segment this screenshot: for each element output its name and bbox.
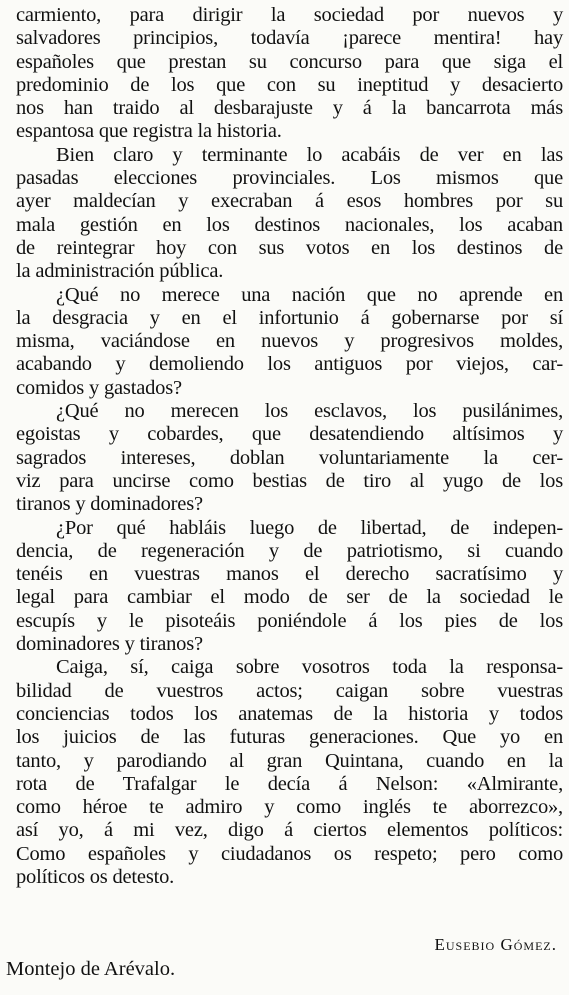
text-line: políticos os detesto. <box>16 865 175 888</box>
text-line: misma, vaciándose en nuevos y progresivos moldes, <box>16 330 563 353</box>
text-line: los juicios de las futuras generaciones. Que yo en <box>16 726 563 749</box>
text-line: rota de Trafalgar le decía á Nelson: «Almirante, <box>16 772 563 795</box>
text-line: acabando y demoliendo los antiguos por viejos, car- <box>16 353 563 376</box>
text-line: bilidad de vuestros actos; caigan sobre vuestras <box>16 679 563 702</box>
article-paragraph <box>16 4 563 144</box>
text-line: viz para uncirse como bestias de tiro al yugo de los <box>16 469 563 492</box>
text-line: egoistas y cobardes, que desatendiendo altísimos y <box>16 423 563 446</box>
article-paragraph <box>16 144 563 284</box>
text-line: la administración pública. <box>16 260 224 283</box>
text-line: dencia, de regeneración y de patriotismo, si cuando <box>16 539 563 562</box>
text-line: ¿Qué no merece una nación que no aprende en <box>56 283 563 306</box>
text-line: Bien claro y terminante lo acabáis de ver en las <box>56 143 563 166</box>
text-line: tanto, y parodiando al gran Quintana, cuando en la <box>16 749 563 772</box>
text-line: pasadas elecciones provinciales. Los mismos que <box>16 167 563 190</box>
text-line: escupís y le pisoteáis poniéndole á los pies de los <box>16 609 563 632</box>
text-line: legal para cambiar el modo de ser de la sociedad le <box>16 586 563 609</box>
text-line: tiranos y dominadores? <box>16 493 203 516</box>
article-paragraph <box>16 656 563 889</box>
text-line: así yo, á mi vez, digo á ciertos elementos políticos: <box>16 819 563 842</box>
article-column <box>16 4 563 889</box>
text-line: Caiga, sí, caiga sobre vosotros toda la responsa- <box>56 656 563 679</box>
text-line: nos han traido al desbarajuste y á la bancarrota más <box>16 97 563 120</box>
text-line: carmiento, para dirigir la sociedad por nuevos y <box>16 4 563 26</box>
text-line: como héroe te admiro y como inglés te aborrezco», <box>16 796 563 819</box>
place-of-origin: Montejo de Arévalo. <box>6 958 176 980</box>
article-paragraph <box>16 517 563 657</box>
text-line: ¿Por qué habláis luego de libertad, de indepen- <box>56 516 563 539</box>
text-line: españoles que prestan su concurso para que siga el <box>16 50 563 73</box>
text-line: de reintegrar hoy con sus votos en los destinos de <box>16 236 563 259</box>
author-signature: Eusebio Gómez. <box>434 935 557 954</box>
article-paragraph <box>16 284 563 400</box>
text-line: salvadores principios, todavía ¡parece mentira! hay <box>16 27 563 50</box>
text-line: dominadores y tiranos? <box>16 633 203 656</box>
text-line: sagrados intereses, doblan voluntariamente la cer- <box>16 446 563 469</box>
text-line: ayer maldecían y execraban á esos hombres por su <box>16 190 563 213</box>
text-line: predominio de los que con su ineptitud y desacierto <box>16 73 563 96</box>
text-line: la desgracia y en el infortunio á gobernarse por sí <box>16 306 563 329</box>
article-paragraph <box>16 400 563 516</box>
text-line: tenéis en vuestras manos el derecho sacratísimo y <box>16 563 563 586</box>
text-line: mala gestión en los destinos nacionales, los acaban <box>16 213 563 236</box>
text-line: conciencias todos los anatemas de la historia y todos <box>16 702 563 725</box>
text-line: espantosa que registra la historia. <box>16 120 282 143</box>
text-line: comidos y gastados? <box>16 376 182 399</box>
text-line: Como españoles y ciudadanos os respeto; pero como <box>16 842 563 865</box>
text-line: ¿Qué no merecen los esclavos, los pusilánimes, <box>56 400 563 423</box>
